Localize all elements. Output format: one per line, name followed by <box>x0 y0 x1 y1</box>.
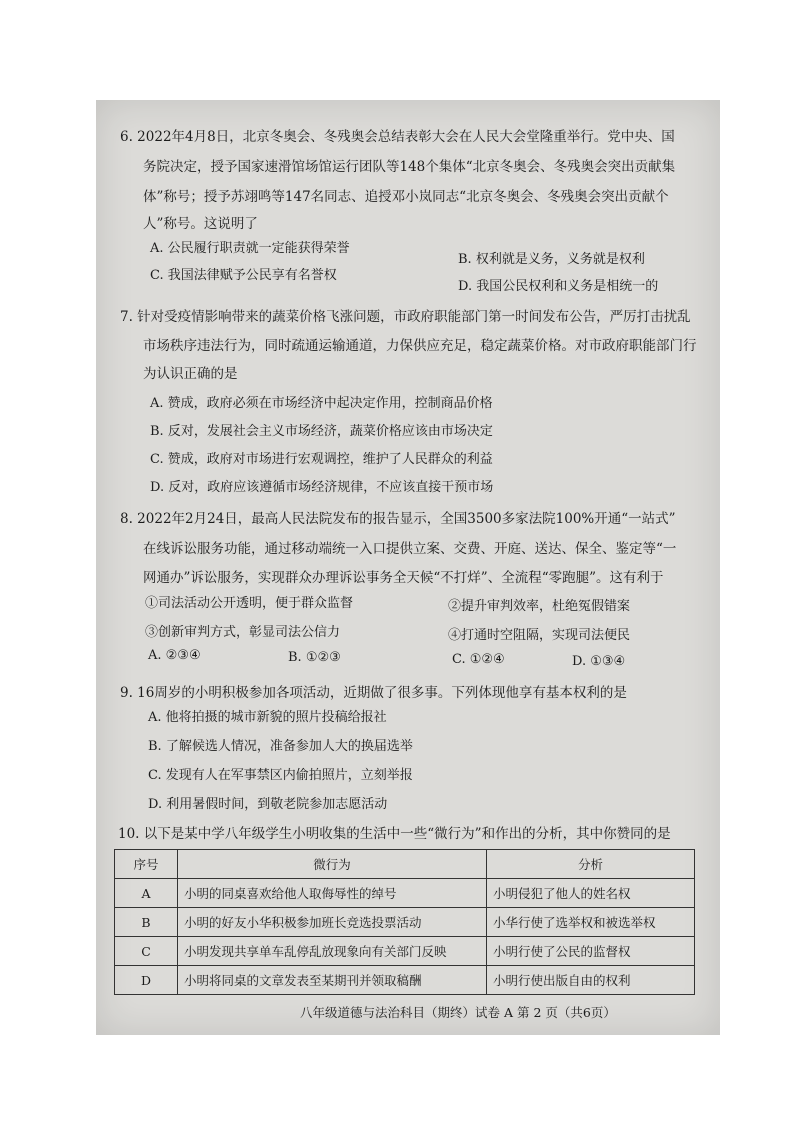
q9-option-a: A. 他将拍摄的城市新貌的照片投稿给报社 <box>148 710 387 725</box>
q10-table <box>114 849 695 995</box>
row-number: A <box>115 879 178 908</box>
q8-statement-3: ③创新审判方式，彰显司法公信力 <box>145 625 341 640</box>
q6-option-c: C. 我国法律赋予公民享有名誉权 <box>150 268 337 283</box>
row-analysis: 小华行使了选举权和被选举权 <box>487 908 695 937</box>
q7-option-a: A. 赞成，政府必须在市场经济中起决定作用，控制商品价格 <box>150 396 493 411</box>
table-row <box>115 937 695 966</box>
row-analysis: 小明侵犯了他人的姓名权 <box>487 879 695 908</box>
q8-line-3: 网通办”诉讼服务，实现群众办理诉讼事务全天候“不打烊”、全流程“零跑腿”。这有利于 <box>143 570 664 586</box>
q7-line-3: 为认识正确的是 <box>143 366 238 382</box>
row-number: B <box>115 908 178 937</box>
q8-line-2: 在线诉讼服务功能，通过移动端统一入口提供立案、交费、开庭、送达、保全、鉴定等“一 <box>143 541 677 557</box>
q9-option-b: B. 了解候选人情况，准备参加人大的换届选举 <box>148 739 413 754</box>
q8-option-d: D. ①③④ <box>572 654 626 669</box>
q6-option-a: A. 公民履行职责就一定能获得荣誉 <box>150 241 350 256</box>
table-row <box>115 966 695 995</box>
q8-statement-1: ①司法活动公开透明，便于群众监督 <box>145 596 354 611</box>
table-row <box>115 879 695 908</box>
q10-line-1: 10. 以下是某中学八年级学生小明收集的生活中一些“微行为”和作出的分析，其中你赞同的是 <box>118 826 671 842</box>
q9-line-1: 9. 16周岁的小明积极参加各项活动，近期做了很多事。下列体现他享有基本权利的是 <box>120 685 627 701</box>
q8-option-c: C. ①②④ <box>452 652 505 667</box>
row-number: C <box>115 937 178 966</box>
q8-option-a: A. ②③④ <box>148 648 201 663</box>
q9-option-c: C. 发现有人在军事禁区内偷拍照片，立刻举报 <box>148 768 413 783</box>
q9-option-d: D. 利用暑假时间，到敬老院参加志愿活动 <box>148 797 388 812</box>
q6-line-2: 务院决定，授予国家速滑馆场馆运行团队等148个集体“北京冬奥会、冬残奥会突出贡献集 <box>143 159 676 175</box>
q7-option-c: C. 赞成，政府对市场进行宏观调控，维护了人民群众的利益 <box>150 452 493 467</box>
row-analysis: 小明行使了公民的监督权 <box>487 937 695 966</box>
q6-line-1: 6. 2022年4月8日，北京冬奥会、冬残奥会总结表彰大会在人民大会堂隆重举行。党中央、国 <box>120 129 675 145</box>
q6-option-b: B. 权利就是义务，义务就是权利 <box>458 252 645 267</box>
row-behavior: 小明将同桌的文章发表至某期刊并领取稿酬 <box>178 966 487 995</box>
q7-option-d: D. 反对，政府应该遵循市场经济规律，不应该直接干预市场 <box>150 480 494 495</box>
q6-line-3: 体”称号；授予苏翊鸣等147名同志、追授邓小岚同志“北京冬奥会、冬残奥会突出贡献个 <box>143 189 669 205</box>
row-number: D <box>115 966 178 995</box>
row-behavior: 小明发现共享单车乱停乱放现象向有关部门反映 <box>178 937 487 966</box>
q8-statement-4: ④打通时空阻隔，实现司法便民 <box>448 628 631 643</box>
page-footer: 八年级道德与法治科目（期终）试卷 A 第 2 页（共6页） <box>300 1005 616 1020</box>
q8-option-b: B. ①②③ <box>288 650 341 665</box>
q8-line-1: 8. 2022年2月24日，最高人民法院发布的报告显示，全国3500多家法院100%开通“一站式” <box>120 511 676 527</box>
table-header-row <box>115 850 695 879</box>
row-analysis: 小明行使出版自由的权利 <box>487 966 695 995</box>
q7-line-1: 7. 针对受疫情影响带来的蔬菜价格飞涨问题，市政府职能部门第一时间发布公告，严厉打击扰乱 <box>120 309 691 325</box>
q8-statement-2: ②提升审判效率，杜绝冤假错案 <box>448 599 631 614</box>
header-behavior: 微行为 <box>178 850 487 879</box>
q7-line-2: 市场秩序违法行为，同时疏通运输通道，力保供应充足，稳定蔬菜价格。对市政府职能部门行 <box>143 338 697 354</box>
q6-option-d: D. 我国公民权利和义务是相统一的 <box>458 279 659 294</box>
q6-line-4: 人”称号。这说明了 <box>143 216 258 232</box>
header-number: 序号 <box>115 850 178 879</box>
header-analysis: 分析 <box>487 850 695 879</box>
row-behavior: 小明的同桌喜欢给他人取侮辱性的绰号 <box>178 879 487 908</box>
q7-option-b: B. 反对，发展社会主义市场经济，蔬菜价格应该由市场决定 <box>150 424 493 439</box>
table-row <box>115 908 695 937</box>
row-behavior: 小明的好友小华积极参加班长竞选投票活动 <box>178 908 487 937</box>
